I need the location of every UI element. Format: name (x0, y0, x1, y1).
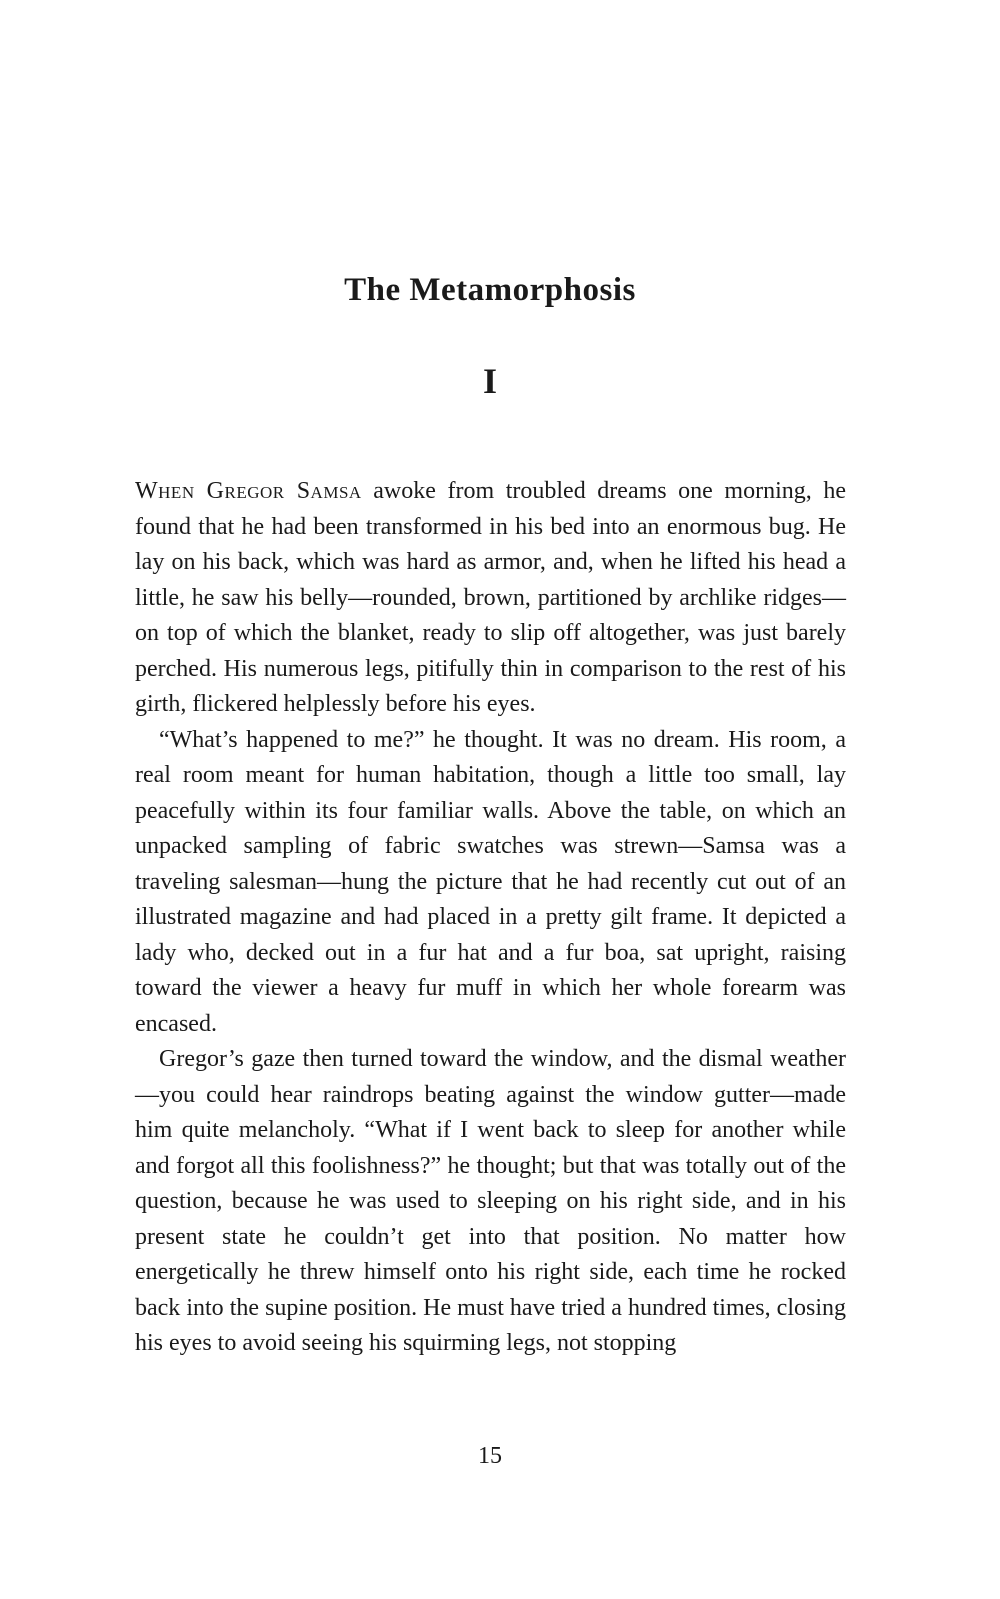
chapter-number: I (482, 361, 497, 401)
opening-small-caps: When Gregor Samsa (135, 478, 362, 504)
paragraph-1 (135, 474, 846, 723)
page-number: 15 (478, 1443, 502, 1469)
body-text (135, 474, 846, 1362)
paragraph-2: “What’s happened to me?” he thought. It was no dream. His room, a real room meant for human habitation, though a little too small, lay peacefully within its four familiar walls. Above the table, on which an unpacked sampling of fabric swatches was strewn—Samsa was a traveling salesman—hung the picture that he had recently cut out of an illustrated magazine and had placed in a pretty gilt frame. It depicted a lady who, decked out in a fur hat and a fur boa, sat upright, raising toward the viewer a heavy fur muff in which her whole forearm was encased. (135, 726, 846, 1037)
book-title: The Metamorphosis (344, 272, 636, 308)
paragraph-3: Gregor’s gaze then turned toward the window, and the dismal weather—you could hear raindrops beating against the window gutter—made him quite melancholy. “What if I went back to sleep for another while and forgot all this foolishness?” he thought; but that was totally out of the question, because he was used to sleeping on his right side, and in his present state he couldn’t get into that position. No matter how energetically he threw himself onto his right side, each time he rocked back into the supine position. He must have tried a hundred times, closing his eyes to avoid seeing his squirming legs, not stopping (135, 1046, 846, 1356)
paragraph-1-text: awoke from troubled dreams one morning, he found that he had been transformed in his bed into an enormous bug. He lay on his back, which was hard as armor, and, when he lifted his head a little, he saw his belly—rounded, brown, partitioned by archlike ridges—on top of which the blanket, ready to slip off altogether, was just barely perched. His numerous legs, pitifully thin in comparison to the rest of his girth, flickered helplessly before his eyes. (135, 478, 846, 717)
